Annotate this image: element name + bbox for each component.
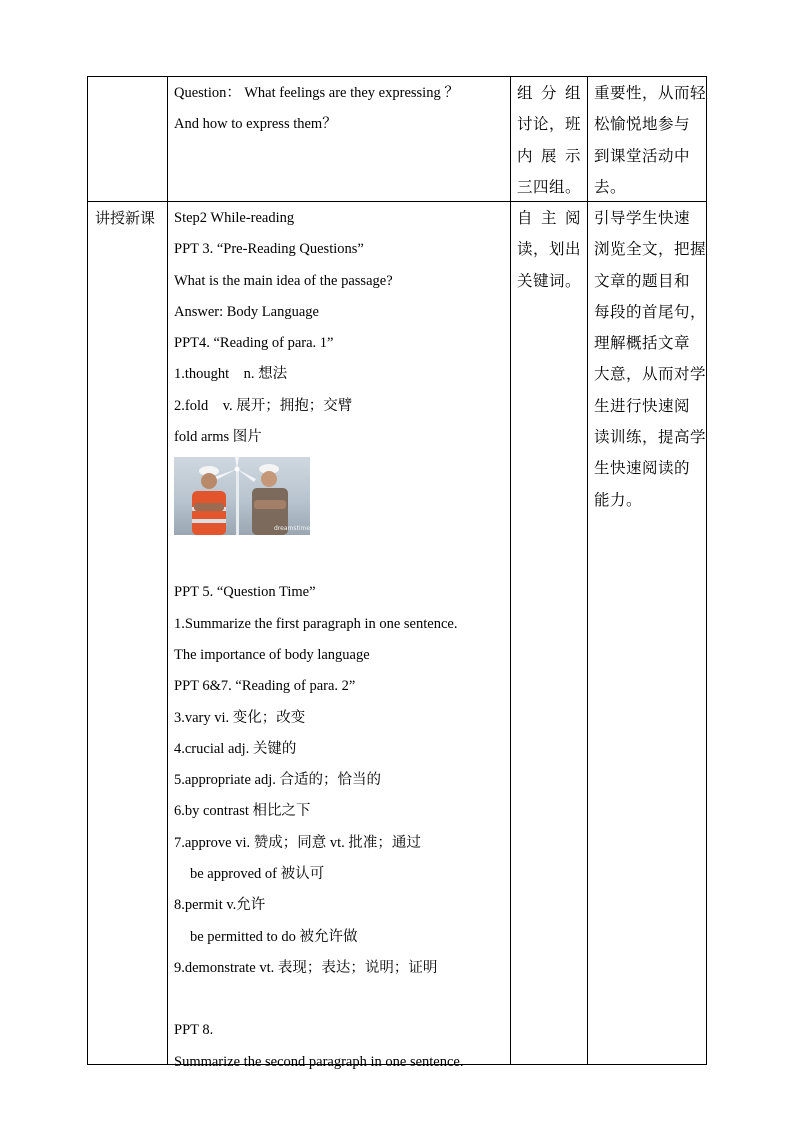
row2-purpose-cell (594, 203, 707, 516)
text-line: 2.fold v. 展开；拥抱；交臂 (174, 397, 353, 414)
text-line: 组 分 组 (517, 84, 581, 102)
text-line: 6.by contrast 相比之下 (174, 803, 311, 820)
text-line: 到课堂活动中 (594, 146, 691, 165)
text-line: Summarize the second paragraph in one sentence. (174, 1053, 464, 1070)
fold-arms-photo (174, 457, 310, 535)
text-line: PPT 3. “Pre-Reading Questions” (174, 241, 364, 258)
col-border-right (706, 76, 707, 1065)
text-line: 读，划出 (517, 240, 582, 259)
watermark-text: dreamstime (274, 525, 310, 533)
text-line: PPT 6&7. “Reading of para. 2” (174, 678, 356, 695)
col-border-3 (587, 76, 588, 1065)
text-line: PPT 5. “Question Time” (174, 584, 316, 601)
text-line: What is the main idea of the passage? (174, 272, 393, 289)
text-line: 引导学生快速 (594, 209, 691, 227)
row2-content-cell (174, 203, 504, 1078)
row2-activity-cell (517, 203, 581, 297)
col-border-1 (167, 76, 168, 1065)
text-line: 大意，从而对学 (594, 365, 707, 384)
text-line: fold arms 图片 (174, 429, 262, 446)
row1-content-cell (174, 78, 504, 141)
text-line: 去。 (594, 177, 627, 196)
text-line: 1.thought n. 想法 (174, 366, 288, 383)
text-line: 浏览全文，把握 (594, 240, 707, 259)
col-border-2 (510, 76, 511, 1065)
text-line: 5.appropriate adj. 合适的；恰当的 (174, 772, 381, 789)
text-line: Question： What feelings are they expressing ？ (174, 85, 459, 101)
text-line: PPT4. “Reading of para. 1” (174, 335, 334, 352)
text-line: 9.demonstrate vt. 表现；表达；说明；证明 (174, 959, 438, 976)
text-line: 三四组。 (517, 177, 582, 196)
text-line: 理解概括文章 (594, 334, 691, 353)
col-border-left (87, 76, 88, 1065)
text-line: be approved of 被认可 (190, 866, 325, 883)
text-line: 生快速阅读的 (594, 459, 691, 478)
text-line: 关键词。 (517, 271, 582, 290)
text-line: 松愉悦地参与 (594, 115, 691, 134)
text-line: 3.vary vi. 变化；改变 (174, 709, 306, 726)
text-line: be permitted to do 被允许做 (190, 928, 358, 945)
row1-purpose-cell (594, 78, 707, 203)
section-label: 讲授新课 (95, 209, 156, 227)
workers-illustration (174, 457, 310, 535)
text-line: 每段的首尾句， (594, 302, 707, 321)
text-line: 7.approve vi. 赞成；同意 vt. 批准；通过 (174, 834, 421, 851)
text-line: 8.permit v.允许 (174, 897, 266, 914)
text-line: 生进行快速阅 (594, 396, 691, 415)
text-line: 重要性，从而轻 (594, 84, 707, 102)
spacer (174, 535, 504, 577)
lesson-plan-table (87, 76, 707, 1070)
text-line: The importance of body language (174, 646, 370, 663)
text-line: And how to express them？ (174, 116, 337, 133)
text-line: 4.crucial adj. 关键的 (174, 740, 297, 757)
row1-activity-cell (517, 78, 581, 203)
text-line: Answer: Body Language (174, 303, 319, 320)
text-line: 内 展 示 (517, 146, 581, 165)
text-line: 自 主 阅 (517, 209, 581, 227)
text-line: Step2 While-reading (174, 210, 295, 226)
spacer (174, 984, 504, 1015)
text-line: 文章的题目和 (594, 271, 691, 290)
text-line: PPT 8. (174, 1022, 214, 1039)
text-line: 能力。 (594, 490, 643, 509)
text-line: 讨论，班 (517, 115, 582, 134)
text-line: 1.Summarize the first paragraph in one sentence. (174, 615, 458, 632)
text-line: 读训练，提高学 (594, 428, 707, 447)
table-top-border (87, 76, 707, 77)
